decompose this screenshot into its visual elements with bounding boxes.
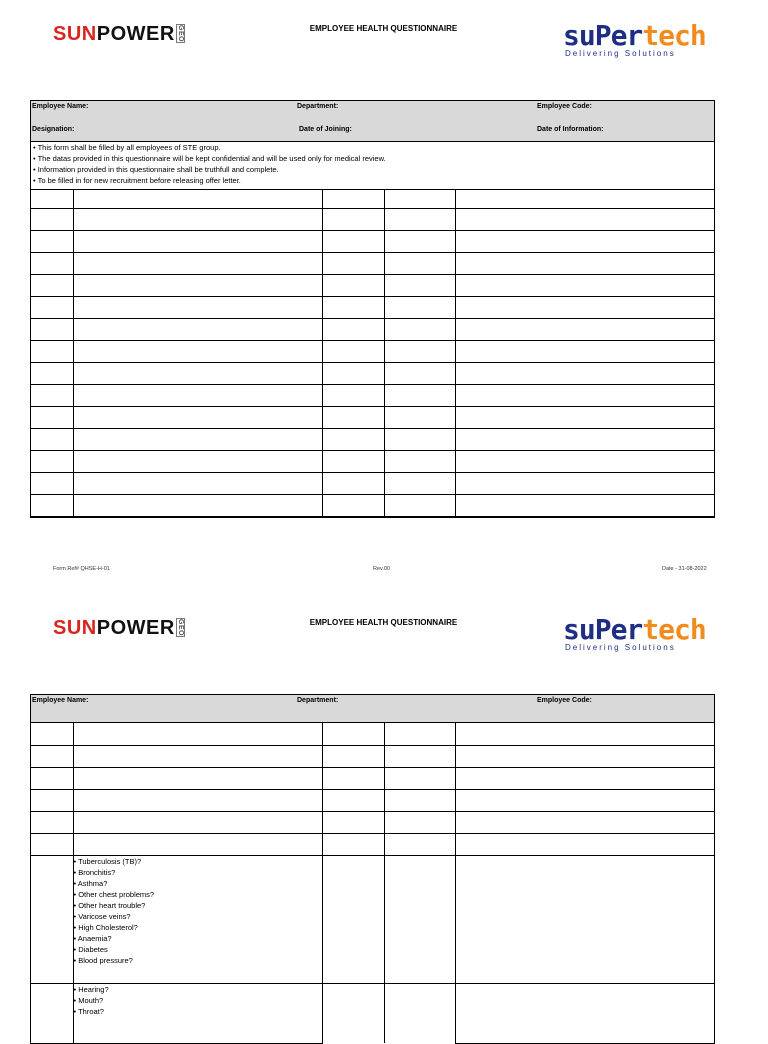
table-cell[interactable] xyxy=(455,318,714,340)
employee-info-header xyxy=(31,101,714,141)
table-cell[interactable] xyxy=(384,494,455,516)
table-cell[interactable] xyxy=(384,384,455,406)
table-row xyxy=(31,494,714,516)
table-cell[interactable] xyxy=(322,274,384,296)
table-cell[interactable] xyxy=(31,296,73,318)
table-cell[interactable] xyxy=(31,745,73,767)
question-list xyxy=(73,855,322,983)
table-cell[interactable] xyxy=(455,472,714,494)
table-cell[interactable] xyxy=(31,472,73,494)
designation-label: Designation: xyxy=(32,126,75,133)
question-item: • Bronchitis? xyxy=(73,867,116,877)
table-cell[interactable] xyxy=(322,296,384,318)
table-cell[interactable] xyxy=(384,745,455,767)
table-row xyxy=(31,833,714,855)
table-cell[interactable] xyxy=(455,450,714,472)
table-cell[interactable] xyxy=(384,833,455,855)
table-cell[interactable] xyxy=(384,190,455,208)
table-cell[interactable] xyxy=(31,789,73,811)
table-cell[interactable] xyxy=(455,362,714,384)
table-cell[interactable] xyxy=(73,274,322,296)
table-cell[interactable] xyxy=(322,406,384,428)
revision: Rev.00 xyxy=(373,566,391,572)
instruction-line: • The datas provided in this questionnaire will be kept confidential and will be used only for medical review. xyxy=(33,154,386,163)
table-cell[interactable] xyxy=(73,789,322,811)
table-cell[interactable] xyxy=(455,384,714,406)
table-row xyxy=(31,362,714,384)
department-label: Department: xyxy=(297,103,339,110)
table-cell[interactable] xyxy=(455,789,714,811)
table-row xyxy=(31,723,714,745)
table-cell[interactable] xyxy=(455,723,714,745)
table-row xyxy=(31,450,714,472)
table-cell[interactable] xyxy=(31,428,73,450)
table-cell[interactable] xyxy=(322,318,384,340)
table-cell[interactable] xyxy=(73,745,322,767)
questionnaire-table-1 xyxy=(31,190,714,517)
table-cell[interactable] xyxy=(384,983,455,1043)
table-cell[interactable] xyxy=(384,450,455,472)
table-cell[interactable] xyxy=(455,767,714,789)
table-cell[interactable] xyxy=(384,318,455,340)
table-cell[interactable] xyxy=(455,208,714,230)
instruction-line: • Information provided in this questionnaire shall be truthfull and complete. xyxy=(33,165,279,174)
table-cell[interactable] xyxy=(322,230,384,252)
question-item: • Tuberculosis (TB)? xyxy=(73,856,142,866)
table-cell[interactable] xyxy=(455,811,714,833)
table-cell[interactable] xyxy=(455,230,714,252)
table-cell[interactable] xyxy=(455,428,714,450)
table-cell[interactable] xyxy=(73,450,322,472)
table-cell[interactable] xyxy=(31,494,73,516)
table-cell[interactable] xyxy=(31,274,73,296)
table-row xyxy=(31,230,714,252)
table-row xyxy=(31,296,714,318)
table-row xyxy=(31,208,714,230)
table-row xyxy=(31,789,714,811)
table-cell[interactable] xyxy=(322,494,384,516)
employee-info-header xyxy=(31,695,714,723)
table-cell[interactable] xyxy=(455,983,714,1043)
table-cell[interactable] xyxy=(384,723,455,745)
table-cell[interactable] xyxy=(384,274,455,296)
table-cell[interactable] xyxy=(384,252,455,274)
table-cell[interactable] xyxy=(384,789,455,811)
question-item: • Other heart trouble? xyxy=(73,900,146,910)
table-cell[interactable] xyxy=(384,296,455,318)
table-row xyxy=(31,745,714,767)
table-row xyxy=(31,428,714,450)
form-ref: Form Ref# QHSE-H-01 xyxy=(53,566,110,572)
table-row xyxy=(31,983,714,1043)
table-cell[interactable] xyxy=(73,472,322,494)
table-cell[interactable] xyxy=(73,811,322,833)
table-cell[interactable] xyxy=(31,318,73,340)
table-row xyxy=(31,472,714,494)
question-item: • Anaemia? xyxy=(73,933,112,943)
table-cell[interactable] xyxy=(31,190,73,208)
table-cell[interactable] xyxy=(73,767,322,789)
supertech-logo: suPertech Delivering Solutions xyxy=(563,613,706,652)
document-title: EMPLOYEE HEALTH QUESTIONNAIRE xyxy=(309,618,458,627)
instruction-line: • To be filled in for new recruitment before releasing offer letter. xyxy=(33,176,241,185)
table-cell[interactable] xyxy=(73,318,322,340)
table-cell[interactable] xyxy=(384,428,455,450)
table-row xyxy=(31,318,714,340)
table-cell[interactable] xyxy=(73,384,322,406)
question-item: • Throat? xyxy=(73,1006,104,1016)
table-cell[interactable] xyxy=(322,450,384,472)
employee-code-label: Employee Code: xyxy=(537,103,592,110)
table-cell[interactable] xyxy=(384,406,455,428)
table-row xyxy=(31,384,714,406)
table-row xyxy=(31,340,714,362)
table-cell[interactable] xyxy=(455,190,714,208)
table-cell[interactable] xyxy=(322,252,384,274)
table-cell[interactable] xyxy=(73,340,322,362)
sunpower-logo: SUNPOWER GEO xyxy=(53,23,184,45)
table-cell[interactable] xyxy=(455,340,714,362)
table-cell[interactable] xyxy=(31,406,73,428)
table-cell[interactable] xyxy=(73,494,322,516)
table-cell[interactable] xyxy=(73,362,322,384)
employee-code-label: Employee Code: xyxy=(537,697,592,704)
table-cell[interactable] xyxy=(455,274,714,296)
table-cell[interactable] xyxy=(322,190,384,208)
table-cell[interactable] xyxy=(31,208,73,230)
employee-name-label: Employee Name: xyxy=(32,697,89,704)
table-cell[interactable] xyxy=(73,252,322,274)
question-item: • Mouth? xyxy=(73,995,104,1005)
question-item: • Diabetes xyxy=(73,944,108,954)
question-list xyxy=(73,983,322,1043)
document-title: EMPLOYEE HEALTH QUESTIONNAIRE xyxy=(309,24,458,33)
table-cell[interactable] xyxy=(31,252,73,274)
table-cell[interactable] xyxy=(322,745,384,767)
table-cell[interactable] xyxy=(322,833,384,855)
table-cell[interactable] xyxy=(73,428,322,450)
table-cell[interactable] xyxy=(384,208,455,230)
table-cell[interactable] xyxy=(31,723,73,745)
instructions xyxy=(31,141,714,190)
table-cell[interactable] xyxy=(455,406,714,428)
table-cell[interactable] xyxy=(31,340,73,362)
table-cell[interactable] xyxy=(384,362,455,384)
health-form-page-2 xyxy=(30,694,715,1044)
question-item: • Asthma? xyxy=(73,878,108,888)
question-item: • Hearing? xyxy=(73,984,109,994)
table-row xyxy=(31,252,714,274)
table-cell[interactable] xyxy=(73,230,322,252)
table-row xyxy=(31,811,714,833)
supertech-logo: suPertech Delivering Solutions xyxy=(563,19,706,58)
department-label: Department: xyxy=(297,697,339,704)
table-cell[interactable] xyxy=(322,767,384,789)
table-cell[interactable] xyxy=(73,833,322,855)
table-cell[interactable] xyxy=(384,767,455,789)
table-cell[interactable] xyxy=(31,362,73,384)
table-cell[interactable] xyxy=(455,494,714,516)
table-cell[interactable] xyxy=(322,362,384,384)
questionnaire-table-2 xyxy=(31,723,714,1044)
table-row xyxy=(31,855,714,983)
table-cell[interactable] xyxy=(73,190,322,208)
table-cell[interactable] xyxy=(31,833,73,855)
instruction-line: • This form shall be filled by all employees of STE group. xyxy=(33,143,221,152)
table-cell[interactable] xyxy=(31,811,73,833)
table-row xyxy=(31,767,714,789)
table-cell[interactable] xyxy=(322,428,384,450)
form-date: Date - 31-08-2022 xyxy=(662,566,707,572)
table-cell[interactable] xyxy=(31,450,73,472)
table-cell[interactable] xyxy=(322,723,384,745)
table-cell[interactable] xyxy=(384,811,455,833)
date-of-information-label: Date of Information: xyxy=(537,126,604,133)
table-row xyxy=(31,406,714,428)
table-cell[interactable] xyxy=(322,340,384,362)
table-row xyxy=(31,190,714,208)
table-cell[interactable] xyxy=(455,855,714,983)
table-cell[interactable] xyxy=(73,723,322,745)
table-cell[interactable] xyxy=(384,855,455,983)
question-item: • High Cholesterol? xyxy=(73,922,138,932)
table-cell[interactable] xyxy=(31,384,73,406)
table-cell[interactable] xyxy=(322,384,384,406)
table-cell[interactable] xyxy=(455,833,714,855)
table-cell[interactable] xyxy=(384,340,455,362)
question-item: • Blood pressure? xyxy=(73,955,133,965)
table-row xyxy=(31,274,714,296)
question-item: • Other chest problems? xyxy=(73,889,155,899)
table-cell[interactable] xyxy=(73,406,322,428)
sunpower-logo: SUNPOWER GEO xyxy=(53,617,184,639)
table-cell[interactable] xyxy=(384,472,455,494)
question-item: • Varicose veins? xyxy=(73,911,131,921)
table-cell[interactable] xyxy=(322,789,384,811)
table-cell[interactable] xyxy=(31,983,73,1043)
table-cell[interactable] xyxy=(31,767,73,789)
table-cell[interactable] xyxy=(73,208,322,230)
table-cell[interactable] xyxy=(73,296,322,318)
table-cell[interactable] xyxy=(322,983,384,1043)
table-cell[interactable] xyxy=(455,296,714,318)
table-cell[interactable] xyxy=(322,472,384,494)
table-cell[interactable] xyxy=(322,208,384,230)
table-cell[interactable] xyxy=(455,252,714,274)
table-cell[interactable] xyxy=(31,230,73,252)
health-form-page-1 xyxy=(30,100,715,518)
table-cell[interactable] xyxy=(322,811,384,833)
table-cell[interactable] xyxy=(322,855,384,983)
table-cell[interactable] xyxy=(455,745,714,767)
employee-name-label: Employee Name: xyxy=(32,103,89,110)
date-of-joining-label: Date of Joining: xyxy=(299,126,352,133)
table-cell[interactable] xyxy=(31,855,73,983)
table-cell[interactable] xyxy=(384,230,455,252)
